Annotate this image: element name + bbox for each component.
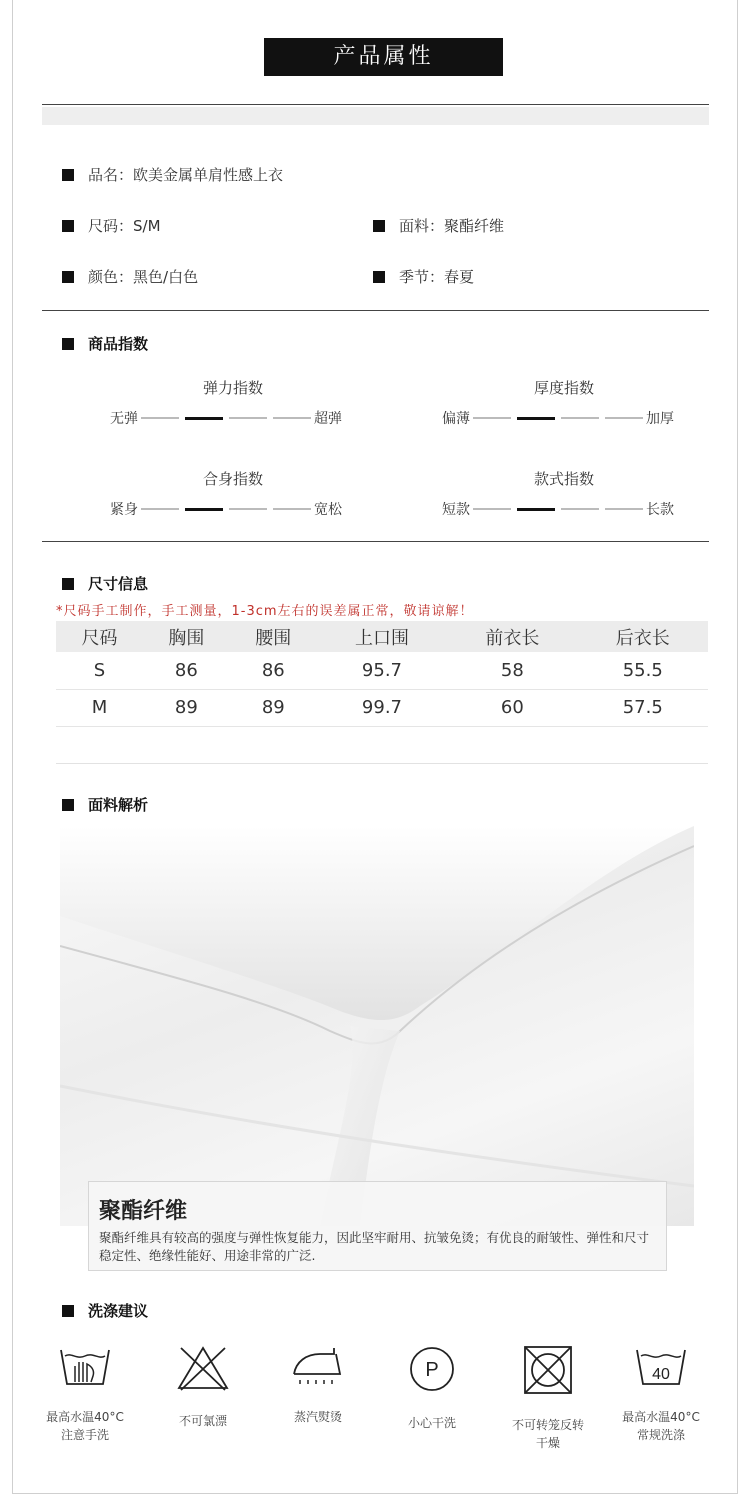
table-cell: 95.7 (317, 652, 447, 689)
table-cell: 57.5 (578, 689, 708, 726)
bullet-square-icon (62, 338, 74, 350)
wash-item (148, 1344, 258, 1430)
index-title: 厚度指数 (533, 379, 594, 397)
index-right-label: 长款 (646, 502, 674, 518)
wash-label-line2: 注意手洗 (60, 1428, 109, 1442)
table-header-row (56, 621, 708, 652)
wash-temp-text: 40 (652, 1366, 670, 1383)
fabric-info-card (88, 1181, 667, 1271)
scale-segment-active (185, 508, 223, 511)
index-scale-elasticity (110, 408, 342, 428)
fabric-card-text: 聚酯纤维具有较高的强度与弹性恢复能力，因此坚牢耐用、抗皱免烫；有优良的耐皱性、弹性和尺寸稳定性、绝缘性能好、用途非常的广泛. (99, 1230, 650, 1263)
table-cell: 58 (447, 652, 577, 689)
wash-item (377, 1344, 487, 1432)
table-cell: 99.7 (317, 689, 447, 726)
wash-label-line2: 干燥 (535, 1436, 560, 1450)
attr-name-value: 欧美金属单肩性感上衣 (133, 166, 284, 184)
table-row (56, 652, 708, 689)
attr-size (62, 215, 161, 236)
wash-item (30, 1344, 140, 1444)
dry-clean-p-icon (407, 1344, 457, 1394)
attr-season-label: 季节： (399, 268, 445, 286)
table-header-cell: 胸围 (143, 621, 230, 652)
fabric-section-title (62, 794, 148, 815)
wash-label-line1: 不可转笼反转 (511, 1418, 584, 1432)
index-title: 款式指数 (533, 470, 594, 488)
scale-segment (561, 508, 599, 510)
attr-color (62, 266, 198, 287)
bullet-square-icon (62, 220, 74, 232)
size-title-text: 尺寸信息 (88, 575, 149, 593)
steam-iron-icon (290, 1344, 346, 1388)
index-scale-length (442, 499, 674, 519)
attr-season-value: 春夏 (444, 268, 475, 286)
table-cell: 89 (143, 689, 230, 726)
scale-segment (605, 508, 643, 510)
attr-size-label: 尺码： (88, 217, 134, 235)
hand-wash-icon (57, 1344, 113, 1388)
bullet-square-icon (62, 169, 74, 181)
fabric-card-title: 聚酯纤维 (99, 1199, 188, 1224)
attr-season (373, 266, 474, 287)
index-left-label: 紧身 (110, 502, 138, 518)
size-section-title (62, 573, 148, 594)
table-cell: M (56, 689, 143, 726)
scale-segment-active (185, 417, 223, 420)
wash-item (263, 1344, 373, 1426)
wash-40-icon (633, 1344, 689, 1388)
index-left-label: 无弹 (110, 411, 138, 427)
bullet-square-icon (373, 271, 385, 283)
attr-fabric (373, 215, 504, 236)
table-header-cell: 后衣长 (578, 621, 708, 652)
scale-segment (273, 508, 311, 510)
no-tumble-dry-icon (522, 1344, 574, 1396)
scale-segment (141, 417, 179, 419)
indices-section-title (62, 333, 148, 354)
divider (42, 541, 709, 542)
table-cell: 55.5 (578, 652, 708, 689)
divider (56, 763, 708, 764)
scale-segment-active (517, 508, 555, 511)
attr-color-label: 颜色： (88, 268, 134, 286)
svg-text:P: P (425, 1359, 439, 1381)
index-right-label: 超弹 (314, 411, 342, 427)
scale-segment (273, 417, 311, 419)
wash-label-line1: 最高水温40°C (46, 1410, 124, 1424)
wash-label-line1: 不可氯漂 (178, 1414, 227, 1428)
table-row (56, 689, 708, 726)
scale-segment (473, 417, 511, 419)
no-bleach-icon (175, 1344, 231, 1392)
attr-color-value: 黑色/白色 (133, 268, 199, 286)
scale-segment (561, 417, 599, 419)
page-title: 产品属性 (264, 38, 503, 76)
index-scale-fit (110, 499, 342, 519)
fabric-fold-image (60, 826, 694, 1226)
wash-label-line1: 蒸汽熨烫 (293, 1410, 342, 1424)
table-cell: 60 (447, 689, 577, 726)
bullet-square-icon (62, 1305, 74, 1317)
index-right-label: 宽松 (314, 502, 342, 518)
bullet-square-icon (373, 220, 385, 232)
bullet-square-icon (62, 271, 74, 283)
scale-segment-active (517, 417, 555, 420)
bullet-square-icon (62, 578, 74, 590)
scale-segment (605, 417, 643, 419)
attr-fabric-value: 聚酯纤维 (444, 217, 505, 235)
scale-segment (229, 417, 267, 419)
size-note: *尺码手工制作，手工测量，1-3cm左右的误差属正常，敬请谅解！ (56, 604, 474, 619)
washing-section-title (62, 1300, 148, 1321)
scale-segment (229, 508, 267, 510)
index-left-label: 偏薄 (442, 411, 470, 427)
wash-item (493, 1344, 603, 1452)
table-header-cell: 腰围 (230, 621, 317, 652)
table-cell: 86 (230, 652, 317, 689)
wash-label-line1: 小心干洗 (407, 1416, 456, 1430)
index-title: 弹力指数 (202, 379, 263, 397)
index-left-label: 短款 (442, 502, 470, 518)
wash-item (606, 1344, 716, 1444)
table-header-cell: 尺码 (56, 621, 143, 652)
washing-title-text: 洗涤建议 (88, 1302, 149, 1320)
table-cell: 86 (143, 652, 230, 689)
size-table (56, 621, 708, 727)
divider (42, 310, 709, 311)
index-title: 合身指数 (202, 470, 263, 488)
indices-title-text: 商品指数 (88, 335, 149, 353)
scale-segment (473, 508, 511, 510)
index-scale-thickness (442, 408, 674, 428)
attr-size-value: S/M (133, 217, 161, 235)
bullet-square-icon (62, 799, 74, 811)
header-band (42, 107, 709, 125)
table-header-cell: 上口围 (317, 621, 447, 652)
table-header-cell: 前衣长 (447, 621, 577, 652)
wash-label-line1: 最高水温40°C (622, 1410, 700, 1424)
fabric-photo (60, 826, 694, 1226)
scale-segment (141, 508, 179, 510)
divider (42, 104, 709, 105)
attr-name-label: 品名： (88, 166, 134, 184)
attr-fabric-label: 面料： (399, 217, 445, 235)
attr-name (62, 164, 283, 185)
wash-label-line2: 常规洗涤 (636, 1428, 685, 1442)
index-right-label: 加厚 (646, 411, 674, 427)
table-cell: S (56, 652, 143, 689)
fabric-title-text: 面料解析 (88, 796, 149, 814)
table-cell: 89 (230, 689, 317, 726)
